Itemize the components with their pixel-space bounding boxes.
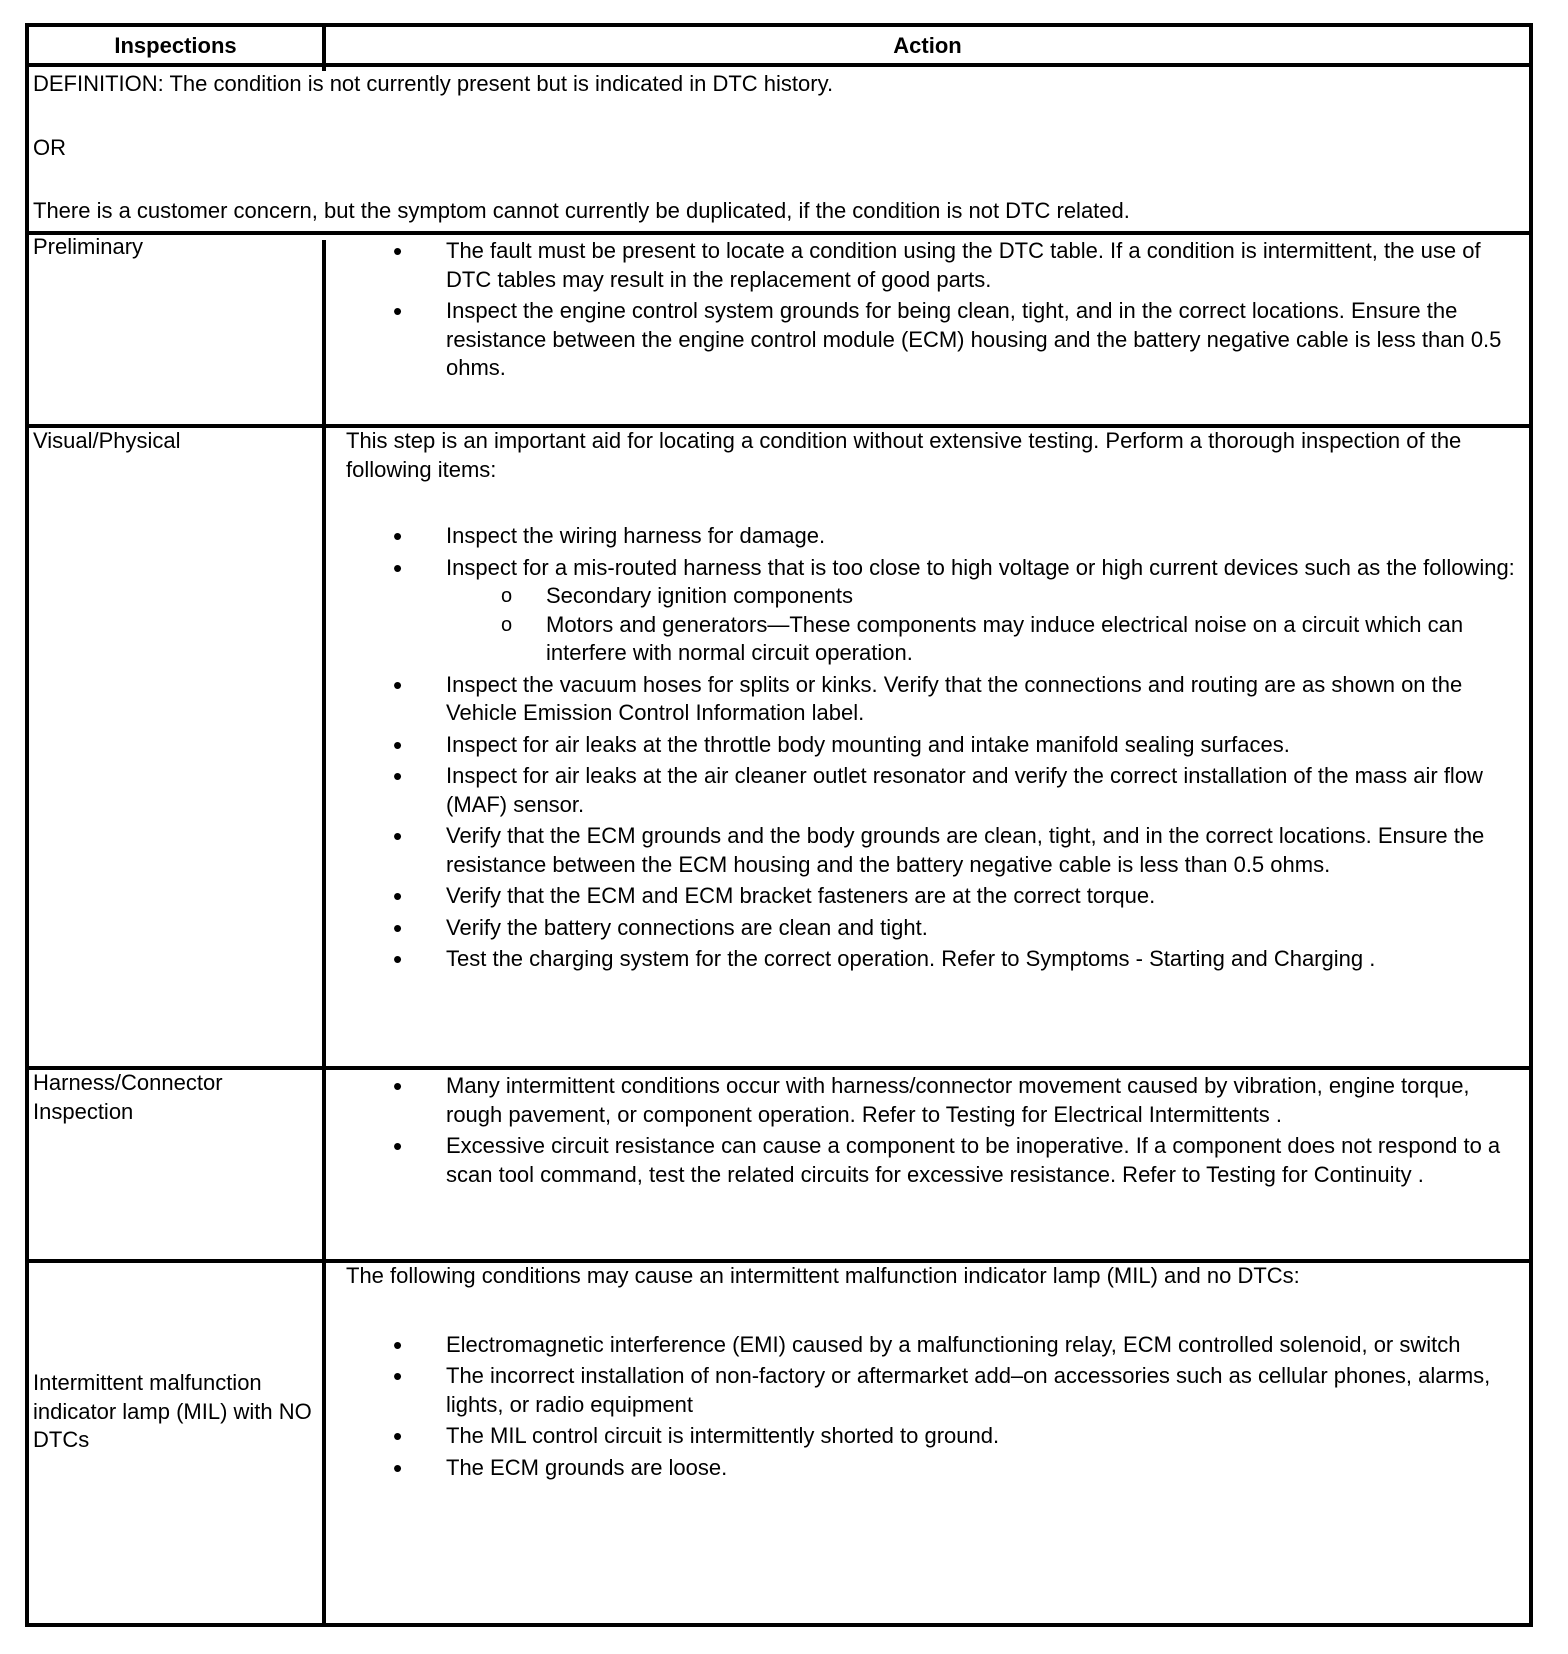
list-item: • Verify that the ECM and ECM bracket fasteners are at the correct torque. (346, 882, 1524, 911)
list-item: • Many intermittent conditions occur with harness/connector movement caused by vibration, engine torque, rough pavement, or component operation. Refer to Testing for Electrical Intermittents . (346, 1072, 1524, 1129)
list-item: • Verify the battery connections are clean and tight. (346, 914, 1524, 943)
row-label-preliminary: Preliminary (33, 234, 144, 259)
list-item: • The incorrect installation of non-factory or aftermarket add–on accessories such as cellular phones, alarms, lights, or radio equipment (346, 1362, 1524, 1419)
list-item: • Inspect the engine control system grounds for being clean, tight, and in the correct locations. Ensure the resistance between the engine control module (ECM) housing and the battery negative cable is less than 0.5 ohms. (346, 297, 1524, 383)
definition-cell (33, 71, 1523, 226)
action-preliminary (346, 237, 1524, 386)
list-item-text: Inspect for a mis-routed harness that is too close to high voltage or high current devices such as the following: (446, 554, 1515, 580)
sub-bullet-list (446, 582, 1524, 668)
bullet-list (346, 237, 1524, 383)
definition-or: OR (33, 134, 66, 160)
bullet-list (346, 522, 1524, 974)
action-harness-connector (346, 1072, 1524, 1192)
header-action: Action (893, 33, 962, 58)
intro-text: The following conditions may cause an intermittent malfunction indicator lamp (MIL) and no DTCs: (346, 1263, 1300, 1288)
list-item: • The MIL control circuit is intermittently shorted to ground. (346, 1422, 1524, 1451)
row-label-harness-connector: Harness/Connector Inspection (33, 1070, 223, 1124)
list-item (346, 554, 1524, 668)
definition-concern: There is a customer concern, but the symptom cannot currently be duplicated, if the condition is not DTC related. (33, 198, 1130, 223)
sub-list-item: o Motors and generators—These components may induce electrical noise on a circuit which can interfere with normal circuit operation. (446, 611, 1524, 668)
list-item: • Inspect for air leaks at the air cleaner outlet resonator and verify the correct installation of the mass air flow (MAF) sensor. (346, 762, 1524, 819)
row-label-intermittent-mil: Intermittent malfunction indicator lamp (MIL) with NO DTCs (33, 1370, 312, 1452)
action-intermittent-mil (346, 1262, 1524, 1485)
list-item: • The fault must be present to locate a condition using the DTC table. If a condition is intermittent, the use of DTC tables may result in the replacement of good parts. (346, 237, 1524, 294)
row-label-visual-physical: Visual/Physical (33, 428, 181, 453)
list-item: • The ECM grounds are loose. (346, 1454, 1524, 1483)
definition-text: DEFINITION: The condition is not currently present but is indicated in DTC history. (33, 71, 834, 96)
list-item: • Verify that the ECM grounds and the body grounds are clean, tight, and in the correct locations. Ensure the resistance between the ECM housing and the battery negative cable is less than 0.5 ohms. (346, 822, 1524, 879)
sub-list-item: o Secondary ignition components (446, 582, 1524, 611)
list-item: • Electromagnetic interference (EMI) caused by a malfunctioning relay, ECM controlled solenoid, or switch (346, 1331, 1524, 1360)
intro-text: This step is an important aid for locating a condition without extensive testing. Perform a thorough inspection of the following items: (346, 428, 1462, 482)
action-visual-physical (346, 427, 1524, 977)
list-item: • Inspect for air leaks at the throttle body mounting and intake manifold sealing surfaces. (346, 731, 1524, 760)
list-item: • Inspect the wiring harness for damage. (346, 522, 1524, 551)
header-inspections: Inspections (114, 33, 237, 58)
list-item: • Test the charging system for the correct operation. Refer to Symptoms - Starting and Charging . (346, 945, 1524, 974)
inspection-table (25, 23, 1533, 1627)
list-item: • Excessive circuit resistance can cause a component to be inoperative. If a component does not respond to a scan tool command, test the related circuits for excessive resistance. Refer to Testing for Continuity . (346, 1132, 1524, 1189)
bullet-list (346, 1331, 1524, 1483)
list-item: • Inspect the vacuum hoses for splits or kinks. Verify that the connections and routing are as shown on the Vehicle Emission Control Information label. (346, 671, 1524, 728)
bullet-list (346, 1072, 1524, 1189)
